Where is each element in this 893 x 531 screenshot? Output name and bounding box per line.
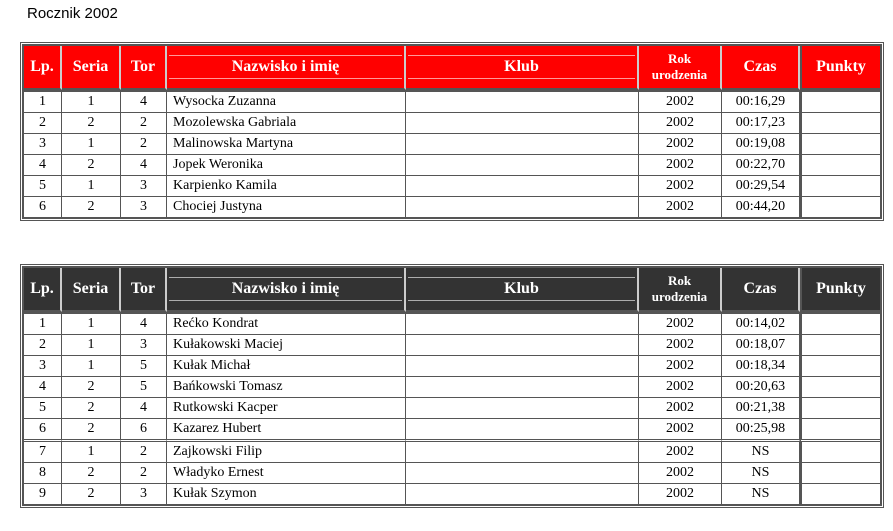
cell-czas: 00:14,02 (722, 312, 800, 334)
cell-tor: 5 (121, 355, 167, 376)
cell-club (406, 112, 639, 133)
cell-tor: 2 (121, 133, 167, 154)
cell-czas: 00:25,98 (722, 418, 800, 439)
cell-lp: 1 (24, 90, 62, 112)
cell-club (406, 334, 639, 355)
cell-rok: 2002 (639, 175, 722, 196)
cell-club (406, 175, 639, 196)
col-czas-header: Czas (722, 46, 800, 90)
cell-tor: 3 (121, 483, 167, 504)
table-row (24, 90, 880, 112)
cell-tor: 3 (121, 175, 167, 196)
table-row (24, 154, 880, 175)
cell-tor: 4 (121, 154, 167, 175)
cell-rok: 2002 (639, 355, 722, 376)
cell-name: Kazarez Hubert (167, 418, 406, 439)
cell-czas: 00:44,20 (722, 196, 800, 217)
table-row (24, 112, 880, 133)
cell-lp: 4 (24, 376, 62, 397)
cell-name: Kułak Michał (167, 355, 406, 376)
col-lp-header: Lp. (24, 268, 62, 312)
cell-seria: 2 (62, 196, 121, 217)
cell-club (406, 355, 639, 376)
cell-lp: 6 (24, 196, 62, 217)
cell-name: Rećko Kondrat (167, 312, 406, 334)
table-row (24, 175, 880, 196)
cell-rok: 2002 (639, 196, 722, 217)
cell-tor: 6 (121, 418, 167, 439)
cell-club (406, 90, 639, 112)
cell-rok: 2002 (639, 312, 722, 334)
cell-tor: 3 (121, 196, 167, 217)
col-lp-header: Lp. (24, 46, 62, 90)
cell-lp: 4 (24, 154, 62, 175)
cell-name: Rutkowski Kacper (167, 397, 406, 418)
cell-lp: 2 (24, 112, 62, 133)
cell-punkty (800, 312, 880, 334)
cell-name: Jopek Weronika (167, 154, 406, 175)
girls-table-body (24, 90, 880, 217)
cell-punkty (800, 196, 880, 217)
cell-tor: 4 (121, 397, 167, 418)
cell-name: Malinowska Martyna (167, 133, 406, 154)
cell-czas: NS (722, 483, 800, 504)
cell-punkty (800, 154, 880, 175)
cell-lp: 9 (24, 483, 62, 504)
cell-lp: 5 (24, 175, 62, 196)
col-club-header: Klub (406, 268, 639, 312)
cell-seria: 2 (62, 462, 121, 483)
col-punkty-header: Punkty (800, 46, 880, 90)
cell-seria: 2 (62, 154, 121, 175)
cell-czas: NS (722, 439, 800, 462)
boys-results-table (22, 266, 882, 506)
cell-czas: 00:17,23 (722, 112, 800, 133)
cell-name: Chociej Justyna (167, 196, 406, 217)
cell-tor: 2 (121, 462, 167, 483)
table-row (24, 334, 880, 355)
cell-seria: 1 (62, 175, 121, 196)
col-seria-header: Seria (62, 46, 121, 90)
cell-czas: 00:16,29 (722, 90, 800, 112)
cell-name: Mozolewska Gabriala (167, 112, 406, 133)
cell-rok: 2002 (639, 483, 722, 504)
cell-name: Władyko Ernest (167, 462, 406, 483)
cell-club (406, 133, 639, 154)
table-header-row (24, 46, 880, 90)
cell-lp: 2 (24, 334, 62, 355)
col-tor-header: Tor (121, 268, 167, 312)
table-row (24, 312, 880, 334)
cell-lp: 3 (24, 133, 62, 154)
cell-czas: 00:20,63 (722, 376, 800, 397)
cell-club (406, 483, 639, 504)
cell-rok: 2002 (639, 462, 722, 483)
cell-seria: 2 (62, 397, 121, 418)
cell-seria: 1 (62, 133, 121, 154)
cell-name: Wysocka Zuzanna (167, 90, 406, 112)
cell-club (406, 439, 639, 462)
cell-tor: 5 (121, 376, 167, 397)
cell-czas: 00:22,70 (722, 154, 800, 175)
cell-rok: 2002 (639, 418, 722, 439)
cell-lp: 3 (24, 355, 62, 376)
col-tor-header: Tor (121, 46, 167, 90)
cell-club (406, 196, 639, 217)
table-row (24, 462, 880, 483)
cell-seria: 1 (62, 355, 121, 376)
cell-lp: 1 (24, 312, 62, 334)
table-row (24, 133, 880, 154)
cell-punkty (800, 175, 880, 196)
cell-name: Kułakowski Maciej (167, 334, 406, 355)
col-punkty-header: Punkty (800, 268, 880, 312)
cell-seria: 2 (62, 483, 121, 504)
cell-seria: 1 (62, 334, 121, 355)
cell-seria: 1 (62, 90, 121, 112)
table-row (24, 483, 880, 504)
cell-lp: 6 (24, 418, 62, 439)
cell-punkty (800, 334, 880, 355)
cell-tor: 4 (121, 312, 167, 334)
cell-punkty (800, 483, 880, 504)
cell-seria: 2 (62, 376, 121, 397)
cell-tor: 2 (121, 112, 167, 133)
cell-rok: 2002 (639, 90, 722, 112)
cell-punkty (800, 355, 880, 376)
col-rok-header: Rok urodzenia (639, 268, 722, 312)
cell-club (406, 418, 639, 439)
cell-punkty (800, 133, 880, 154)
cell-rok: 2002 (639, 112, 722, 133)
cell-name: Kułak Szymon (167, 483, 406, 504)
cell-club (406, 397, 639, 418)
cell-czas: 00:19,08 (722, 133, 800, 154)
cell-tor: 2 (121, 439, 167, 462)
cell-name: Zajkowski Filip (167, 439, 406, 462)
cell-lp: 8 (24, 462, 62, 483)
cell-punkty (800, 90, 880, 112)
table-row (24, 355, 880, 376)
cell-czas: 00:18,34 (722, 355, 800, 376)
cell-czas: 00:21,38 (722, 397, 800, 418)
cell-lp: 5 (24, 397, 62, 418)
page-title: Rocznik 2002 (27, 5, 118, 22)
cell-punkty (800, 397, 880, 418)
cell-rok: 2002 (639, 439, 722, 462)
table-row (24, 439, 880, 462)
cell-seria: 2 (62, 112, 121, 133)
col-seria-header: Seria (62, 268, 121, 312)
cell-club (406, 376, 639, 397)
table-row (24, 397, 880, 418)
cell-name: Bańkowski Tomasz (167, 376, 406, 397)
cell-czas: 00:18,07 (722, 334, 800, 355)
cell-rok: 2002 (639, 376, 722, 397)
cell-tor: 4 (121, 90, 167, 112)
cell-club (406, 462, 639, 483)
cell-rok: 2002 (639, 334, 722, 355)
cell-rok: 2002 (639, 397, 722, 418)
cell-punkty (800, 418, 880, 439)
cell-seria: 2 (62, 418, 121, 439)
cell-czas: NS (722, 462, 800, 483)
cell-seria: 1 (62, 439, 121, 462)
cell-czas: 00:29,54 (722, 175, 800, 196)
cell-seria: 1 (62, 312, 121, 334)
table-row (24, 418, 880, 439)
cell-tor: 3 (121, 334, 167, 355)
table-header-row (24, 268, 880, 312)
col-club-header: Klub (406, 46, 639, 90)
cell-club (406, 312, 639, 334)
cell-rok: 2002 (639, 154, 722, 175)
cell-punkty (800, 112, 880, 133)
cell-punkty (800, 376, 880, 397)
girls-results-table (22, 44, 882, 219)
table-row (24, 196, 880, 217)
boys-table-body (24, 312, 880, 504)
col-czas-header: Czas (722, 268, 800, 312)
cell-rok: 2002 (639, 133, 722, 154)
cell-name: Karpienko Kamila (167, 175, 406, 196)
cell-lp: 7 (24, 439, 62, 462)
cell-club (406, 154, 639, 175)
col-rok-header: Rok urodzenia (639, 46, 722, 90)
cell-punkty (800, 462, 880, 483)
col-name-header: Nazwisko i imię (167, 268, 406, 312)
table-row (24, 376, 880, 397)
col-name-header: Nazwisko i imię (167, 46, 406, 90)
cell-punkty (800, 439, 880, 462)
